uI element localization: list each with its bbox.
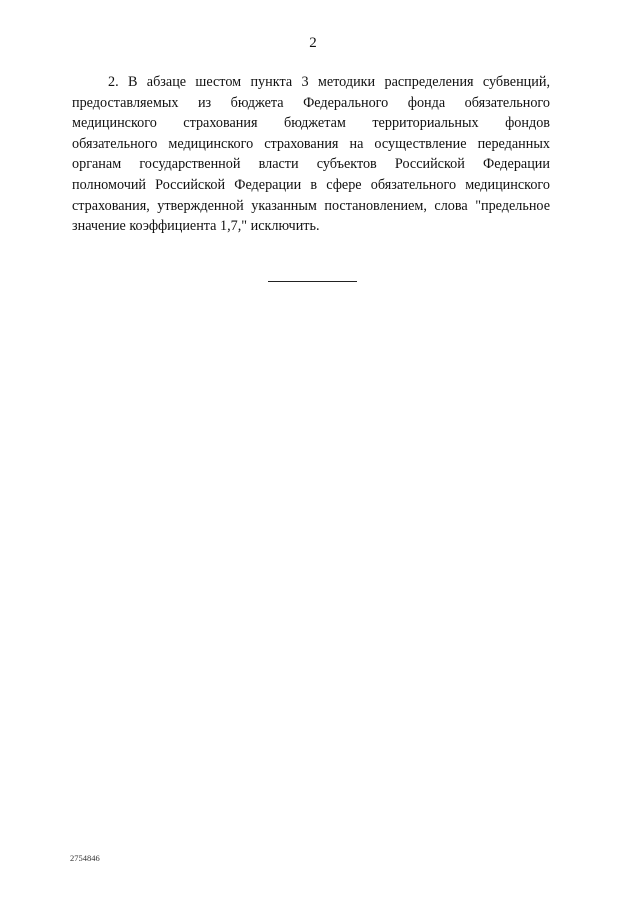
paragraph-line-8: значение коэффициента 1,7," исключить. (72, 218, 320, 235)
paragraph-line-3: медицинского страхования бюджетам территориальных фондов (72, 115, 550, 132)
paragraph-line-4: обязательного медицинского страхования на осуществление переданных (72, 135, 550, 152)
paragraph-line-2: предоставляемых из бюджета Федерального фонда обязательного (72, 94, 550, 111)
paragraph-line-1: 2. В абзаце шестом пункта 3 методики распределения субвенций, (108, 74, 550, 90)
end-of-document-rule (268, 281, 357, 282)
paragraph-line-5: органам государственной власти субъектов Российской Федерации (72, 156, 550, 173)
page-number: 2 (309, 35, 317, 51)
document-code: 2754846 (70, 853, 100, 863)
paragraph-line-6: полномочий Российской Федерации в сфере обязательного медицинского (72, 176, 550, 193)
amendment-paragraph (72, 72, 550, 237)
paragraph-line-7: страхования, утвержденной указанным постановлением, слова "предельное (72, 197, 550, 214)
